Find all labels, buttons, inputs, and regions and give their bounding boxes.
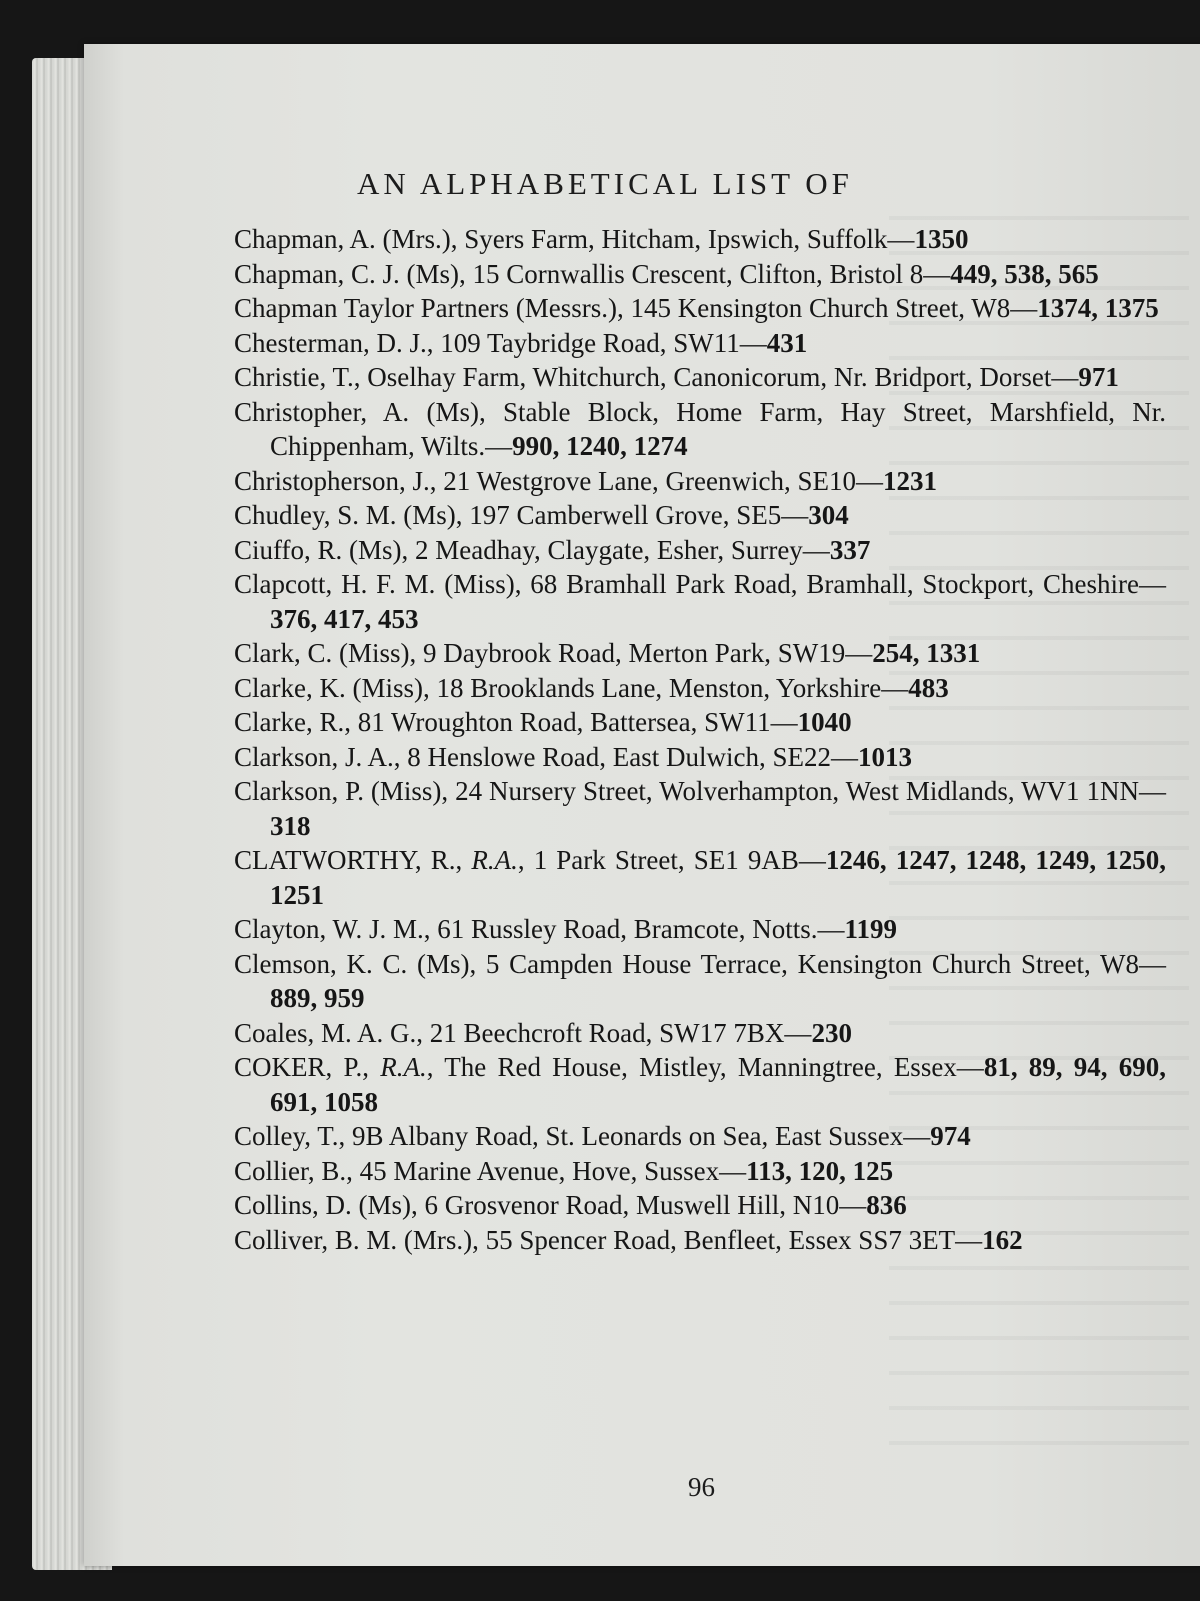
entry-text: , The Red House, Mistley, Manningtree, Essex— xyxy=(426,1052,984,1082)
entry-text: Chapman, C. J. (Ms), 15 Cornwallis Crescent, Clifton, Bristol 8— xyxy=(234,258,951,289)
entry-text: Clarke, R., 81 Wroughton Road, Battersea, SW11— xyxy=(234,707,798,737)
list-entry xyxy=(234,567,1166,636)
list-entry xyxy=(234,1016,1166,1051)
entry-text: Christopher, A. (Ms), Stable Block, Home Farm, Hay Street, Marshfield, Nr. Chippenham, Wilts.— xyxy=(234,396,1166,461)
entry-text: Christopherson, J., 21 Westgrove Lane, Greenwich, SE10— xyxy=(234,465,883,496)
entry-plate-numbers: 836 xyxy=(866,1190,907,1220)
list-entry xyxy=(234,1050,1166,1119)
list-entry xyxy=(234,1223,1166,1258)
entry-plate-numbers: 990, 1240, 1274 xyxy=(512,431,688,461)
entry-text: Clarkson, J. A., 8 Henslowe Road, East Dulwich, SE22— xyxy=(234,741,858,772)
list-entry xyxy=(234,774,1166,843)
page-number: 96 xyxy=(688,1472,715,1502)
entry-plate-numbers: 162 xyxy=(982,1224,1023,1255)
entry-plate-numbers: 337 xyxy=(829,534,871,565)
entry-text: COKER, P., xyxy=(234,1052,381,1082)
entry-text: Clemson, K. C. (Ms), 5 Campden House Terrace, Kensington Church Street, W8— xyxy=(234,948,1166,979)
list-entry xyxy=(234,498,1166,533)
list-entry xyxy=(234,705,1166,740)
entry-plate-numbers: 449, 538, 565 xyxy=(950,258,1099,289)
entry-title-italic: R.A. xyxy=(471,845,518,875)
list-entry xyxy=(234,222,1166,257)
entry-text: Colley, T., 9B Albany Road, St. Leonards on Sea, East Sussex— xyxy=(234,1121,931,1151)
entry-plate-numbers: 1231 xyxy=(882,465,937,496)
entry-text: Clayton, W. J. M., 61 Russley Road, Bramcote, Notts.— xyxy=(234,914,845,944)
entry-plate-numbers: 304 xyxy=(808,500,849,530)
list-entry xyxy=(234,291,1166,326)
list-entry xyxy=(234,671,1166,706)
entry-text: Chesterman, D. J., 109 Taybridge Road, SW11— xyxy=(234,327,767,358)
entry-text: Chapman, A. (Mrs.), Syers Farm, Hitcham, Ipswich, Suffolk— xyxy=(234,224,915,254)
entry-text: Coales, M. A. G., 21 Beechcroft Road, SW17 7BX— xyxy=(234,1017,812,1048)
entry-text: Clarke, K. (Miss), 18 Brooklands Lane, Menston, Yorkshire— xyxy=(234,672,909,703)
entry-text: CLATWORTHY, R., xyxy=(234,845,472,875)
entry-plate-numbers: 113, 120, 125 xyxy=(746,1155,894,1186)
entry-plate-numbers: 431 xyxy=(766,327,808,358)
entry-text: Clark, C. (Miss), 9 Daybrook Road, Merton Park, SW19— xyxy=(234,638,873,668)
page-heading: AN ALPHABETICAL LIST OF xyxy=(357,166,853,201)
list-entry xyxy=(234,533,1166,568)
entry-plate-numbers: 254, 1331 xyxy=(872,638,981,668)
list-entry xyxy=(234,947,1166,1016)
entry-plate-numbers: 1199 xyxy=(844,914,898,944)
entry-plate-numbers: 1040 xyxy=(797,707,852,737)
list-entry xyxy=(234,395,1166,464)
list-entry xyxy=(234,326,1166,361)
entry-plate-numbers: 971 xyxy=(1078,362,1119,392)
entry-plate-numbers: 974 xyxy=(930,1121,971,1151)
list-entry xyxy=(234,843,1166,912)
entry-plate-numbers: 376, 417, 453 xyxy=(270,603,419,634)
list-entry xyxy=(234,1119,1166,1154)
entry-plate-numbers: 1374, 1375 xyxy=(1037,293,1159,323)
entry-plate-numbers: 1350 xyxy=(914,224,969,254)
entry-plate-numbers: 483 xyxy=(908,672,949,703)
entry-text: , 1 Park Street, SE1 9AB— xyxy=(517,845,826,875)
list-entry xyxy=(234,912,1166,947)
list-entry xyxy=(234,740,1166,775)
entry-plate-numbers: 889, 959 xyxy=(270,983,365,1013)
entry-text: Clarkson, P. (Miss), 24 Nursery Street, Wolverhampton, West Midlands, WV1 1NN— xyxy=(234,776,1166,806)
entry-title-italic: R.A. xyxy=(380,1052,427,1082)
entry-text: Christie, T., Oselhay Farm, Whitchurch, Canonicorum, Nr. Bridport, Dorset— xyxy=(234,362,1079,392)
entry-plate-numbers: 1013 xyxy=(857,741,912,772)
entry-list xyxy=(234,222,1166,1257)
list-entry xyxy=(234,257,1166,292)
list-entry xyxy=(234,1154,1166,1189)
list-entry xyxy=(234,464,1166,499)
entry-text: Collier, B., 45 Marine Avenue, Hove, Sussex— xyxy=(234,1155,747,1186)
entry-plate-numbers: 1246, 1247, 1248, 1249, 1250, 1251 xyxy=(270,845,1166,910)
entry-text: Collins, D. (Ms), 6 Grosvenor Road, Muswell Hill, N10— xyxy=(234,1190,867,1220)
entry-plate-numbers: 230 xyxy=(811,1017,852,1048)
entry-plate-numbers: 318 xyxy=(270,810,311,841)
entry-text: Chapman Taylor Partners (Messrs.), 145 Kensington Church Street, W8— xyxy=(234,293,1038,323)
entry-text: Clapcott, H. F. M. (Miss), 68 Bramhall Park Road, Bramhall, Stockport, Cheshire— xyxy=(234,569,1166,599)
list-entry xyxy=(234,360,1166,395)
entry-plate-numbers: 81, 89, 94, 690, 691, 1058 xyxy=(270,1052,1167,1117)
entry-text: Chudley, S. M. (Ms), 197 Camberwell Grove, SE5— xyxy=(234,500,809,530)
list-entry xyxy=(234,1188,1166,1223)
entry-text: Colliver, B. M. (Mrs.), 55 Spencer Road, Benfleet, Essex SS7 3ET— xyxy=(234,1224,983,1255)
entry-text: Ciuffo, R. (Ms), 2 Meadhay, Claygate, Esher, Surrey— xyxy=(234,534,830,565)
list-entry xyxy=(234,636,1166,671)
